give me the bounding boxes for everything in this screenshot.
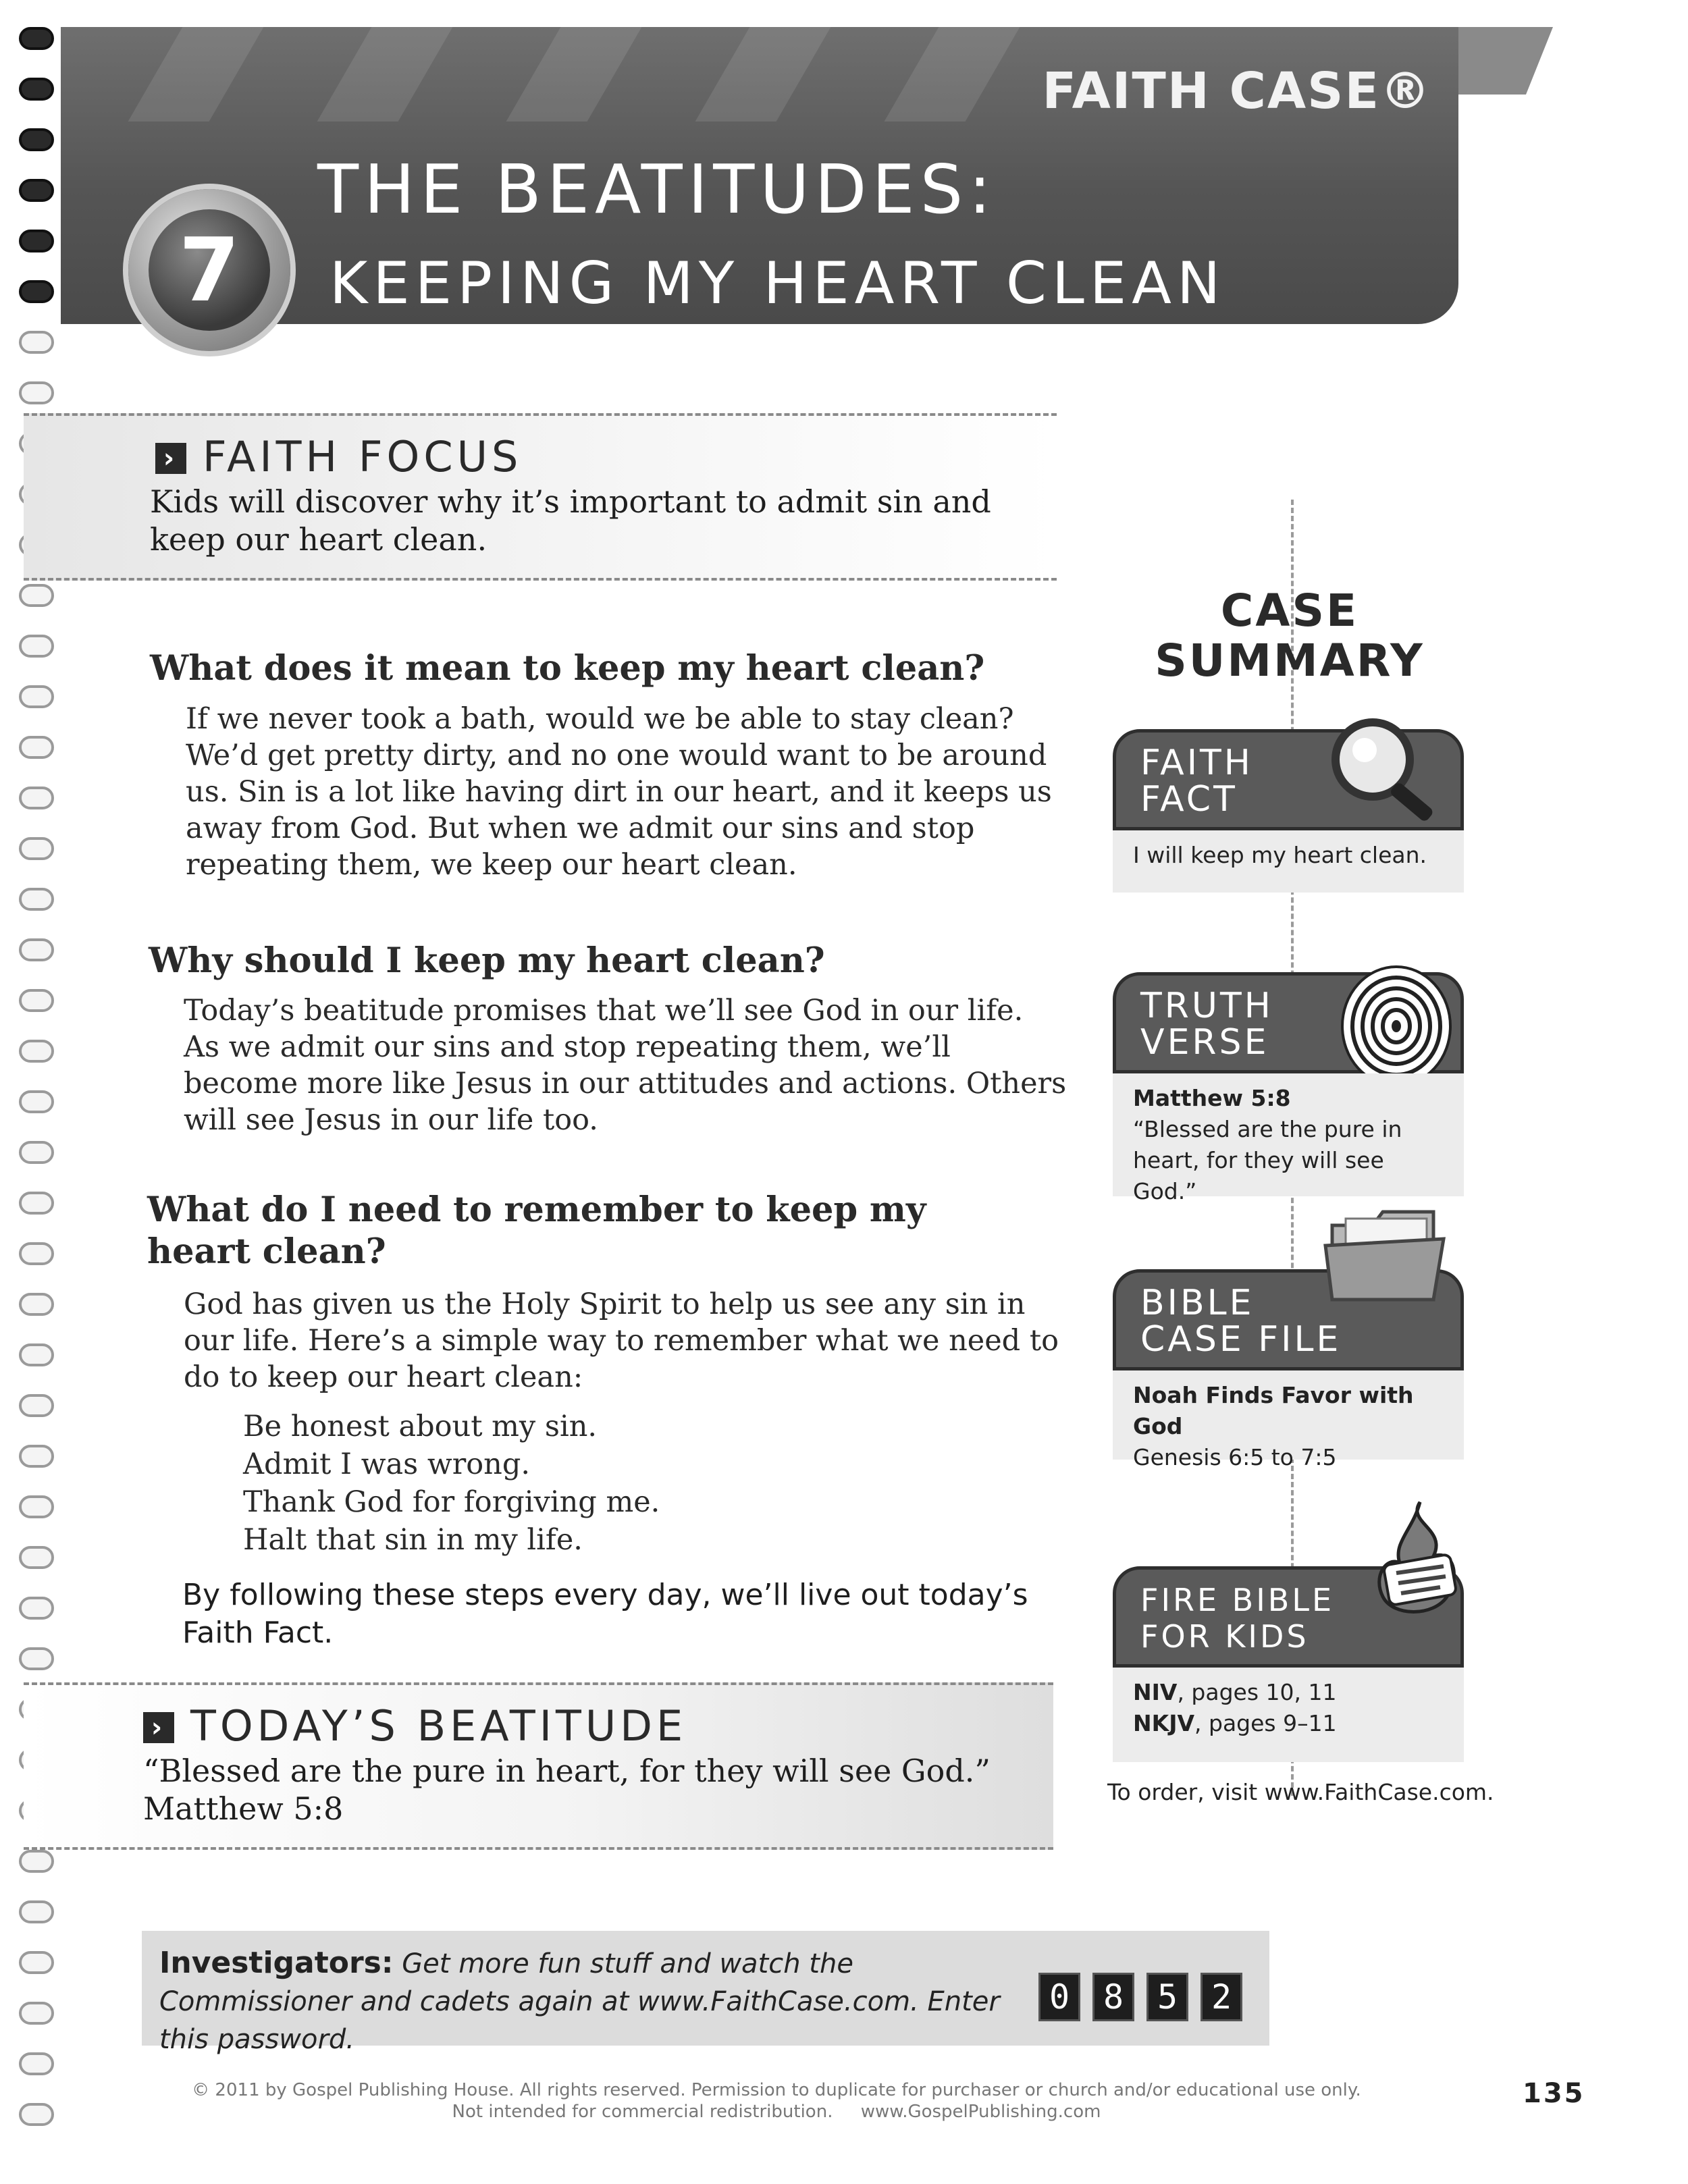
password-digit: 2 <box>1201 1973 1242 2021</box>
magnifying-glass-icon <box>1319 705 1454 841</box>
binding-ring <box>19 179 54 202</box>
binding-ring <box>19 1141 54 1164</box>
binding-ring <box>19 1900 54 1923</box>
closing-paragraph: By following these steps every day, we’ll live out today’s Faith Fact. <box>182 1578 1028 1650</box>
fire-bible-tab-label <box>1140 1582 1334 1655</box>
case-summary-heading-line2: SUMMARY <box>1155 635 1425 687</box>
case-summary-heading <box>1128 586 1452 686</box>
step-item: Halt that sin in my life. <box>243 1523 583 1557</box>
beatitude-quote-block <box>143 1752 1041 1828</box>
folder-icon <box>1319 1198 1454 1313</box>
binding-ring <box>19 938 54 961</box>
page-number: 135 <box>1523 2078 1585 2109</box>
case-summary-heading-line1: CASE <box>1220 585 1359 637</box>
copyright-line: Not intended for commercial redistribution. www.GospelPublishing.com <box>452 2102 1101 2122</box>
binding-ring <box>19 1647 54 1670</box>
binding-ring <box>19 280 54 303</box>
step-item: Admit I was wrong. <box>243 1447 531 1481</box>
order-link-text[interactable]: To order, visit www.FaithCase.com. <box>1107 1779 1494 1805</box>
binding-ring <box>19 2103 54 2126</box>
question-heading: What do I need to remember to keep my heart clean? <box>147 1190 926 1272</box>
fire-bible-logo <box>1366 1495 1467 1624</box>
binding-ring <box>19 1546 54 1569</box>
tab-line: BIBLE <box>1140 1283 1255 1323</box>
chevron-right-icon: › <box>155 443 186 474</box>
binding-ring <box>19 27 54 50</box>
faith-fact-body <box>1113 830 1464 893</box>
binding-ring <box>19 2002 54 2025</box>
faith-fact-tab-label <box>1140 745 1253 818</box>
truth-verse-text: “Blessed are the pure in heart, for they will see God.” <box>1133 1116 1402 1204</box>
password-digit: 8 <box>1092 1973 1134 2021</box>
niv-label: NIV <box>1133 1679 1178 1705</box>
copyright-notice <box>169 2079 1384 2123</box>
chevron-right-icon: › <box>143 1712 174 1743</box>
password-digit: 5 <box>1146 1973 1188 2021</box>
beatitude-heading <box>143 1701 687 1751</box>
binding-ring <box>19 685 54 708</box>
answer-paragraph: Today’s beatitude promises that we’ll see God in our life. As we admit our sins and stop repeating them, we’ll become more like Jesus in our attitudes and actions. Others will see Jesus in our life too. <box>184 994 1067 1137</box>
binding-ring <box>19 736 54 759</box>
tab-line: FOR KIDS <box>1140 1618 1309 1655</box>
page-title-line2: KEEPING MY HEART CLEAN <box>329 250 1226 317</box>
investigators-message: Get more fun stuff and watch the Commissioner and cadets again at www.FaithCase.com. Enter this password. <box>159 1948 1000 2055</box>
faith-focus-heading-text: FAITH FOCUS <box>203 432 523 481</box>
binding-ring <box>19 1951 54 1974</box>
truth-verse-tab-label <box>1140 988 1273 1061</box>
binding-ring <box>19 635 54 658</box>
beatitude-heading-text: TODAY’S BEATITUDE <box>190 1701 687 1751</box>
nkjv-pages: , pages 9–11 <box>1194 1710 1337 1736</box>
fire-bible-niv <box>1133 1677 1444 1708</box>
bible-case-file-body <box>1113 1370 1464 1470</box>
niv-pages: , pages 10, 11 <box>1177 1679 1337 1705</box>
binding-ring <box>19 1040 54 1063</box>
brand-logo: FAITH CASE® <box>1042 62 1431 120</box>
binding-ring <box>19 1850 54 1873</box>
binding-ring <box>19 888 54 911</box>
binding-ring <box>19 1343 54 1366</box>
faith-focus-heading <box>155 432 522 481</box>
copyright-line: © 2011 by Gospel Publishing House. All rights reserved. Permission to duplicate for purchaser or church and/or educational use only. <box>192 2080 1361 2100</box>
tab-line: VERSE <box>1140 1022 1269 1063</box>
page-title-line1: THE BEATITUDES: <box>317 150 997 229</box>
binding-ring <box>19 128 54 151</box>
steps-list <box>243 1408 660 1559</box>
binding-ring <box>19 331 54 354</box>
investigators-label: Investigators: <box>159 1946 394 1980</box>
fire-bible-nkjv <box>1133 1708 1444 1739</box>
binding-ring <box>19 381 54 404</box>
answer-paragraph: If we never took a bath, would we be able to stay clean? We’d get pretty dirty, and no one would want to be around us. Sin is a lot like having dirt in our heart, and it keeps us away from God. But when we admit our sins and stop repeating them, we keep our heart clean. <box>186 702 1052 882</box>
binding-ring <box>19 1597 54 1620</box>
faith-fact-text: I will keep my heart clean. <box>1133 842 1427 868</box>
lesson-number: 7 <box>149 209 270 331</box>
beatitude-reference: Matthew 5:8 <box>143 1790 344 1827</box>
binding-ring <box>19 78 54 101</box>
binding-ring <box>19 230 54 252</box>
binding-ring <box>19 1394 54 1417</box>
tab-line: FACT <box>1140 779 1238 820</box>
password-digit: 0 <box>1038 1973 1080 2021</box>
step-item: Be honest about my sin. <box>243 1410 598 1443</box>
bible-case-file-title: Noah Finds Favor with God <box>1133 1382 1414 1439</box>
lesson-number-badge <box>128 189 290 351</box>
question-heading: Why should I keep my heart clean? <box>149 940 825 981</box>
fire-bible-body <box>1113 1668 1464 1762</box>
binding-ring <box>19 584 54 607</box>
faith-fact-tab <box>1113 729 1464 830</box>
tab-line: FAITH <box>1140 743 1253 783</box>
binding-ring <box>19 1445 54 1468</box>
binding-ring <box>19 1293 54 1316</box>
answer-paragraph: God has given us the Holy Spirit to help us see any sin in our life. Here’s a simple way to remember what we need to do to keep our heart clean: <box>184 1287 1059 1394</box>
binding-ring <box>19 989 54 1012</box>
truth-verse-reference: Matthew 5:8 <box>1133 1085 1291 1111</box>
faith-focus-text: Kids will discover why it’s important to admit sin and keep our heart clean. <box>150 483 991 558</box>
step-item: Thank God for forgiving me. <box>243 1485 660 1519</box>
binding-ring <box>19 1192 54 1215</box>
bible-case-file-tab-label <box>1140 1285 1341 1358</box>
tab-line: CASE FILE <box>1140 1319 1342 1360</box>
beatitude-quote: “Blessed are the pure in heart, for they will see God.” <box>143 1753 991 1789</box>
fingerprint-icon <box>1332 962 1460 1090</box>
binding-ring <box>19 1090 54 1113</box>
truth-verse-tab <box>1113 972 1464 1073</box>
binding-ring <box>19 837 54 860</box>
binding-ring <box>19 1495 54 1518</box>
question-heading: What does it mean to keep my heart clean? <box>150 648 985 689</box>
tab-line: TRUTH <box>1140 986 1273 1026</box>
truth-verse-body <box>1113 1073 1464 1204</box>
page-corner-decoration <box>1458 27 1553 95</box>
bible-case-file-tab <box>1113 1269 1464 1370</box>
bible-case-file-reference: Genesis 6:5 to 7:5 <box>1133 1444 1337 1470</box>
binding-ring <box>19 1242 54 1265</box>
tab-line: FIRE BIBLE <box>1140 1582 1335 1618</box>
nkjv-label: NKJV <box>1133 1710 1195 1736</box>
investigators-text <box>159 1944 1037 2058</box>
binding-ring <box>19 2052 54 2075</box>
password-display <box>1038 1973 1242 2020</box>
fire-bible-tab <box>1113 1566 1464 1668</box>
binding-ring <box>19 787 54 809</box>
spiral-binding <box>19 27 66 2181</box>
